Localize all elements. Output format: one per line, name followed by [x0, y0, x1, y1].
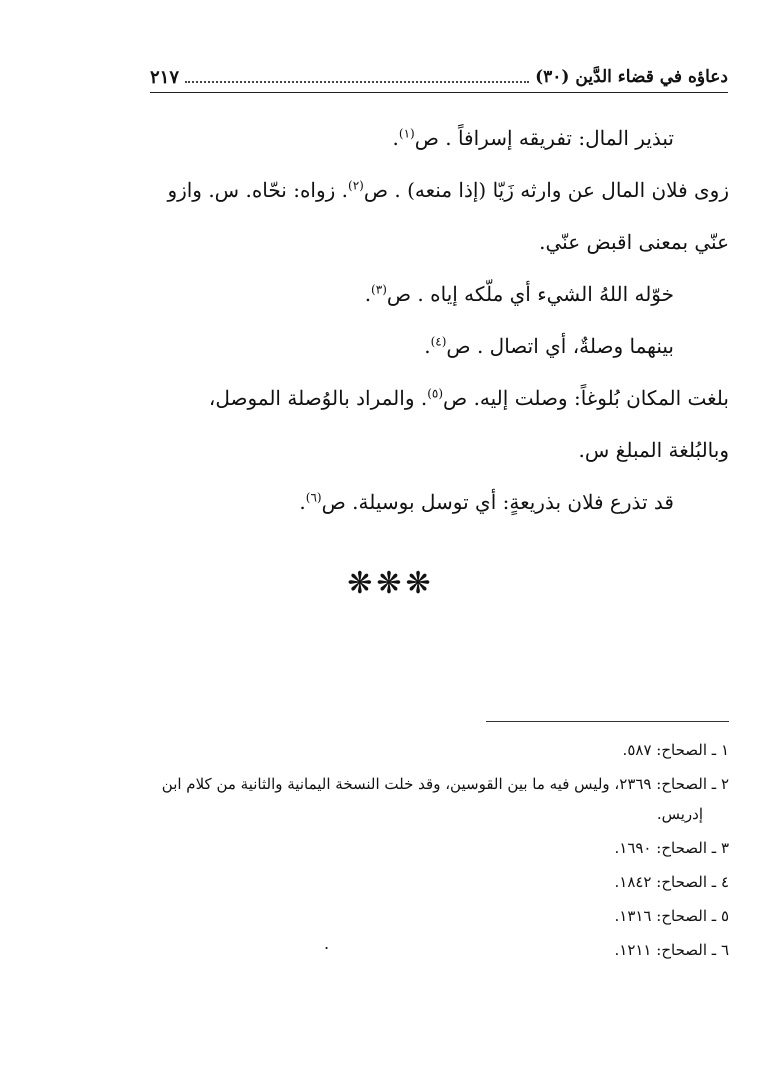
- footnote-ref-2: (٢): [348, 178, 364, 193]
- header-title: دعاؤه في قضاء الدَّين (٣٠): [535, 67, 728, 87]
- footnote-1: ١ ـ الصحاح: ٥٨٧.: [622, 741, 729, 759]
- footnote-ref-4: (٤): [430, 334, 447, 349]
- footnote-2-continued: إدريس.: [656, 805, 703, 823]
- footnotes: [146, 735, 729, 969]
- footnote-ref-3: (٣): [371, 282, 387, 297]
- header-leader-dots: [185, 71, 529, 83]
- stray-mark: .: [324, 934, 330, 953]
- section-ornament: ❋❋❋: [347, 566, 435, 601]
- paragraph-2-continued: عنّي بمعنى اقبض عنّي.: [539, 230, 729, 254]
- main-text: [146, 112, 729, 528]
- paragraph-3: خوّله اللهُ الشيء أي ملّكه إياه . ص$^{(٣)}$.: [364, 282, 674, 306]
- footnote-ref-6: (٦): [305, 490, 322, 505]
- paragraph-5: بلغت المكان بُلوغاً: وصلت إليه. ص$^{(٥)}$. والمراد بالوُصلة الموصل،: [208, 386, 729, 410]
- footnote-4: ٤ ـ الصحاح: ١٨٤٢.: [614, 873, 729, 891]
- page-number: ٢١٧: [150, 66, 180, 88]
- paragraph-2: زوى فلان المال عن وارثه زَيّا (إذا منعه) . ص$^{(٢)}$. زواه: نحّاه. س. وازو: [167, 178, 729, 202]
- footnote-separator: [486, 721, 729, 722]
- paragraph-5-continued: وبالبُلغة المبلغ س.: [578, 438, 729, 462]
- footnote-ref-5: (٥): [427, 386, 444, 401]
- footnote-3: ٣ ـ الصحاح: ١٦٩٠.: [614, 839, 729, 857]
- paragraph-6: قد تذرع فلان بذريعةٍ: أي توسل بوسيلة. ص$^{(٦)}$.: [299, 490, 674, 514]
- paragraph-4: بينهما وصلةٌ، أي اتصال . ص$^{(٤)}$.: [424, 334, 674, 358]
- running-header: [150, 62, 728, 93]
- footnote-6: ٦ ـ الصحاح: ١٢١١.: [614, 941, 729, 959]
- footnote-2: ٢ ـ الصحاح: ٢٣٦٩، وليس فيه ما بين القوسين، وقد خلت النسخة اليمانية والثانية من كلام ابن إدريس.: [146, 769, 729, 829]
- footnote-5: ٥ ـ الصحاح: ١٣١٦.: [614, 907, 729, 925]
- paragraph-1: تبذير المال: تفريقه إسرافاً . ص$^{(١)}$.: [392, 126, 674, 150]
- footnote-ref-1: (١): [398, 126, 415, 141]
